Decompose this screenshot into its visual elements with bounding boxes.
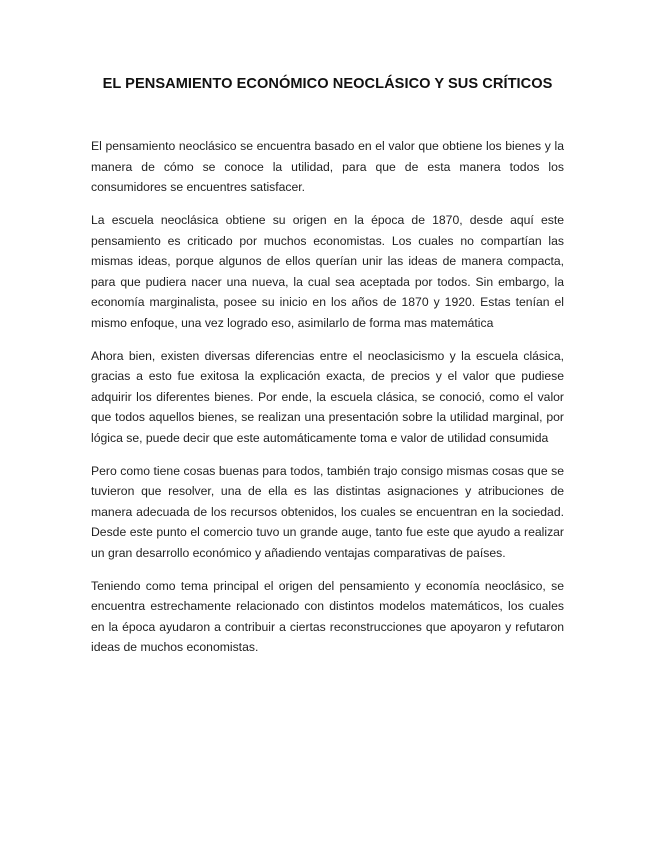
- document-body: [91, 136, 564, 670]
- paragraph-1: El pensamiento neoclásico se encuentra basado en el valor que obtiene los bienes y la manera de cómo se conoce la utilidad, para que de esta manera todos los consumidores se encuentres satisfacer.: [91, 139, 564, 194]
- paragraph-2: La escuela neoclásica obtiene su origen en la época de 1870, desde aquí este pensamiento es criticado por muchos economistas. Los cuales no compartían las mismas ideas, porque algunos de ellos querían unir las ideas de manera compacta, para que pudiera nacer una nueva, la cual sea aceptada por todos. Sin embargo, la economía marginalista, posee su inicio en los años de 1870 y 1920. Estas tenían el mismo enfoque, una vez logrado eso, asimilarlo de forma mas matemática: [91, 213, 564, 330]
- paragraph-3: Ahora bien, existen diversas diferencias entre el neoclasicismo y la escuela clásica, gracias a esto fue exitosa la explicación exacta, de precios y el valor que pudiese adquirir los diferentes bienes. Por ende, la escuela clásica, se conoció, como el valor que todos aquellos bienes, se realizan una presentación sobre la utilidad marginal, por lógica se, puede decir que este automáticamente toma e valor de utilidad consumida: [91, 348, 564, 445]
- paragraph-5: Teniendo como tema principal el origen del pensamiento y economía neoclásico, se encuentra estrechamente relacionado con distintos modelos matemáticos, los cuales en la época ayudaron a contribuir a ciertas reconstrucciones que apoyaron y refutaron ideas de muchos economistas.: [91, 578, 564, 654]
- paragraph-4: Pero como tiene cosas buenas para todos, también trajo consigo mismas cosas que se tuvieron que resolver, una de ella es las distintas asignaciones y atribuciones de manera adecuada de los recursos obtenidos, los cuales se encuentran en la sociedad. Desde este punto el comercio tuvo un grande auge, tanto fue este que ayudo a realizar un gran desarrollo económico y añadiendo ventajas comparativas de países.: [91, 463, 564, 560]
- document-title: EL PENSAMIENTO ECONÓMICO NEOCLÁSICO Y SUS CRÍTICOS: [102, 76, 553, 92]
